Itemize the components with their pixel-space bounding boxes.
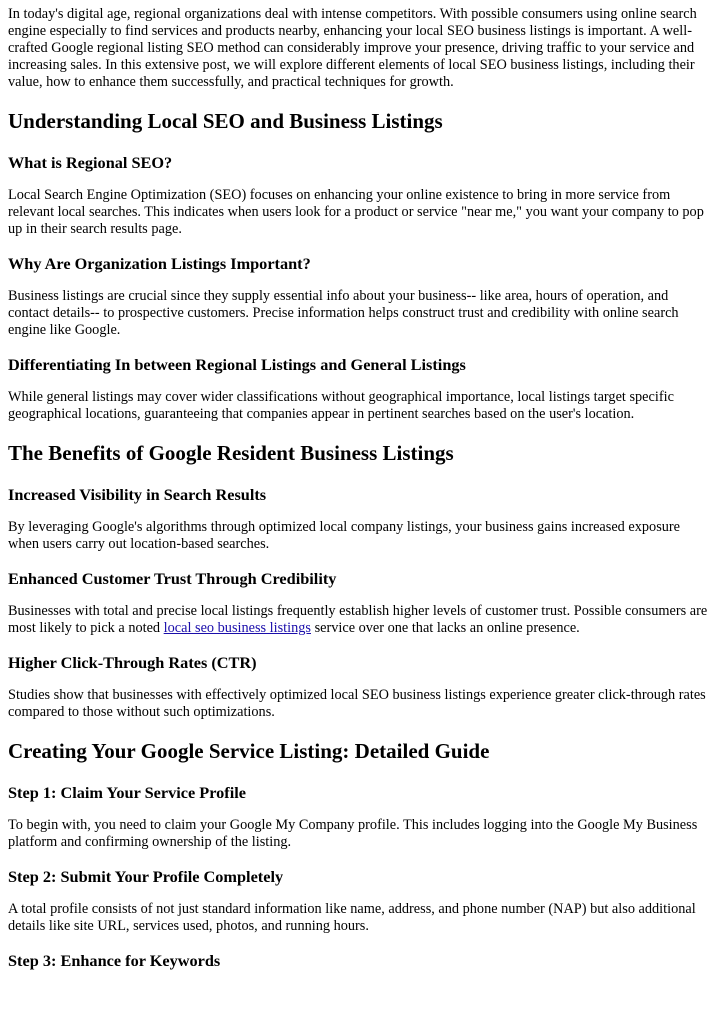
paragraph-why-listings-important: Business listings are crucial since they supply essential info about your business-- like area, hours of operation, and contact details-- to prospective customers. Precise information helps construct trust and credibility with online search engine like Google. [8, 288, 679, 338]
subheading-step-3: Step 3: Enhance for Keywords [8, 951, 221, 970]
subheading-why-listings-important: Why Are Organization Listings Important? [8, 254, 311, 273]
paragraph-increased-visibility: By leveraging Google's algorithms through optimized local company listings, your business gains increased exposure when users carry out location-based searches. [8, 519, 681, 552]
intro-paragraph: In today's digital age, regional organizations deal with intense competitors. With possible consumers using online search engine especially to find services and products nearby, enhancing your local SEO business listings is important. A well-crafted Google regional listing SEO method can considerably improve your presence, driving traffic to your service and increasing sales. In this extensive post, we will explore different elements of local SEO business listings, including their value, how to enhance them successfully, and practical techniques for growth. [8, 6, 697, 90]
paragraph-customer-trust-text-before: Businesses with total and precise local listings frequently establish higher levels of customer trust. Possible consumers are most likely to pick a noted [8, 603, 708, 636]
paragraph-step-2: A total profile consists of not just standard information like name, address, and phone number (NAP) but also additional details like site URL, services used, photos, and running hours. [8, 901, 696, 934]
subheading-customer-trust: Enhanced Customer Trust Through Credibility [8, 569, 337, 588]
section-heading-benefits: The Benefits of Google Resident Business Listings [8, 441, 454, 465]
subheading-increased-visibility: Increased Visibility in Search Results [8, 485, 267, 504]
section-heading-creating-listing: Creating Your Google Service Listing: Detailed Guide [8, 739, 490, 763]
subheading-differentiating-listings: Differentiating In between Regional Listings and General Listings [8, 355, 466, 374]
local-seo-listings-link[interactable]: local seo business listings [163, 620, 311, 636]
subheading-ctr: Higher Click-Through Rates (CTR) [8, 653, 257, 672]
subheading-step-2: Step 2: Submit Your Profile Completely [8, 867, 284, 886]
paragraph-what-is-regional-seo: Local Search Engine Optimization (SEO) focuses on enhancing your online existence to bring in more service from relevant local searches. This indicates when users look for a product or service "near me," you want your company to pop up in their search results page. [8, 187, 704, 237]
paragraph-step-1: To begin with, you need to claim your Google My Company profile. This includes logging into the Google My Business platform and confirming ownership of the listing. [8, 817, 698, 850]
section-heading-understanding: Understanding Local SEO and Business Listings [8, 109, 443, 133]
subheading-what-is-regional-seo: What is Regional SEO? [8, 153, 173, 172]
paragraph-ctr: Studies show that businesses with effectively optimized local SEO business listings experience greater click-through rates compared to those without such optimizations. [8, 687, 706, 720]
paragraph-customer-trust-text-after: service over one that lacks an online presence. [311, 620, 580, 636]
paragraph-customer-trust [8, 603, 712, 637]
paragraph-differentiating-listings: While general listings may cover wider classifications without geographical importance, local listings target specific geographical locations, guaranteeing that companies appear in pertinent searches based on the user's location. [8, 389, 674, 422]
subheading-step-1: Step 1: Claim Your Service Profile [8, 783, 246, 802]
